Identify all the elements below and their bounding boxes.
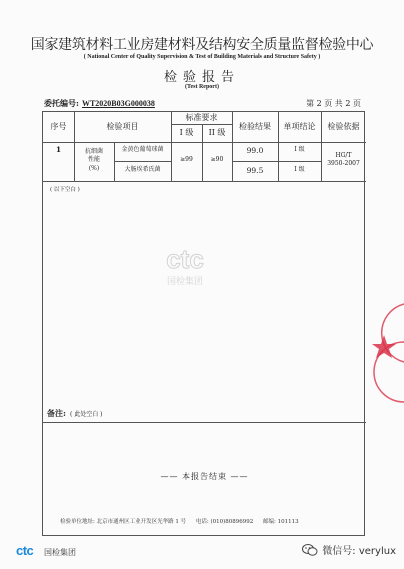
row-item-line: (%)	[88, 164, 100, 172]
report-title-cn: 检验报告	[163, 70, 240, 85]
ctc-watermark-logo	[150, 240, 220, 290]
remarks-value: ( 此处空白 )	[69, 411, 103, 418]
result-1: 99.0	[246, 146, 264, 155]
wechat-id: 微信号: verylux	[322, 546, 396, 557]
result-2: 99.5	[246, 166, 264, 175]
remarks-label: 备注:	[47, 408, 66, 418]
basis-line: HG/T	[335, 152, 352, 159]
row-divider	[171, 124, 232, 125]
organism-2: 大肠埃希氏菌	[124, 166, 161, 173]
footer-address: 检验单位地址: 北京市通州区工业开发区光华路 1 号	[60, 519, 187, 525]
wechat-watermark	[302, 542, 396, 557]
wechat-icon	[302, 543, 318, 557]
col-header-index: 序号	[50, 122, 67, 131]
footer-postcode: 邮编: 101113	[263, 519, 299, 525]
footer-contact	[60, 517, 307, 525]
row-divider	[232, 161, 321, 162]
row-index: 1	[55, 145, 62, 154]
remarks	[47, 408, 102, 419]
conclusion-2: I 级	[294, 166, 305, 173]
grade-1-requirement: ≥99	[180, 156, 193, 163]
organism-1: 金黄色葡萄球菌	[121, 146, 164, 153]
col-header-basis: 检验依据	[327, 122, 360, 131]
row-item-line: 抗细菌	[84, 148, 103, 155]
footer-phone: 电话: (010)80896992	[195, 519, 254, 525]
blank-note: ( 以下空白 )	[50, 187, 80, 193]
row-divider	[43, 422, 366, 423]
conclusion-1: I 级	[294, 146, 305, 153]
row-item	[74, 148, 114, 173]
test-basis	[321, 152, 366, 169]
svg-text:国检集团: 国检集团	[166, 277, 204, 287]
report-table	[42, 111, 365, 536]
page-info: 第 2 页 共 2 页	[306, 99, 361, 108]
org-title-en: ( National Center of Quality Supervision & Test of Building Materials and Structure Safety )	[83, 54, 321, 60]
grade-2-header: II 级	[208, 128, 226, 137]
col-header-conclusion: 单项结论	[283, 122, 316, 131]
row-item-line: 性能	[87, 156, 100, 164]
report-end-note: —— 本报告结束 ——	[160, 472, 249, 481]
basis-line: 3950-2007	[327, 160, 360, 168]
commission-value: WT2020B03G000038	[81, 99, 155, 108]
row-divider	[43, 142, 366, 143]
svg-text:ctc: ctc	[166, 244, 204, 274]
col-header-standard: 标准要求	[185, 113, 218, 122]
row-divider	[114, 161, 171, 162]
commission-number	[44, 98, 155, 109]
official-seal-stamp	[364, 298, 404, 410]
company-name: 国检集团	[44, 548, 76, 557]
col-header-result: 检验结果	[239, 122, 271, 131]
grade-1-header: I 级	[179, 128, 194, 137]
ctc-logo: ctc	[16, 543, 34, 558]
col-header-item: 检验项目	[106, 122, 139, 131]
commission-label: 委托编号:	[44, 98, 79, 108]
grade-2-requirement: ≥90	[210, 156, 224, 163]
row-divider	[43, 181, 366, 182]
report-title-en: (Test Report)	[185, 84, 219, 90]
org-title-cn: 国家建筑材料工业房建材料及结构安全质量监督检验中心	[30, 37, 374, 53]
